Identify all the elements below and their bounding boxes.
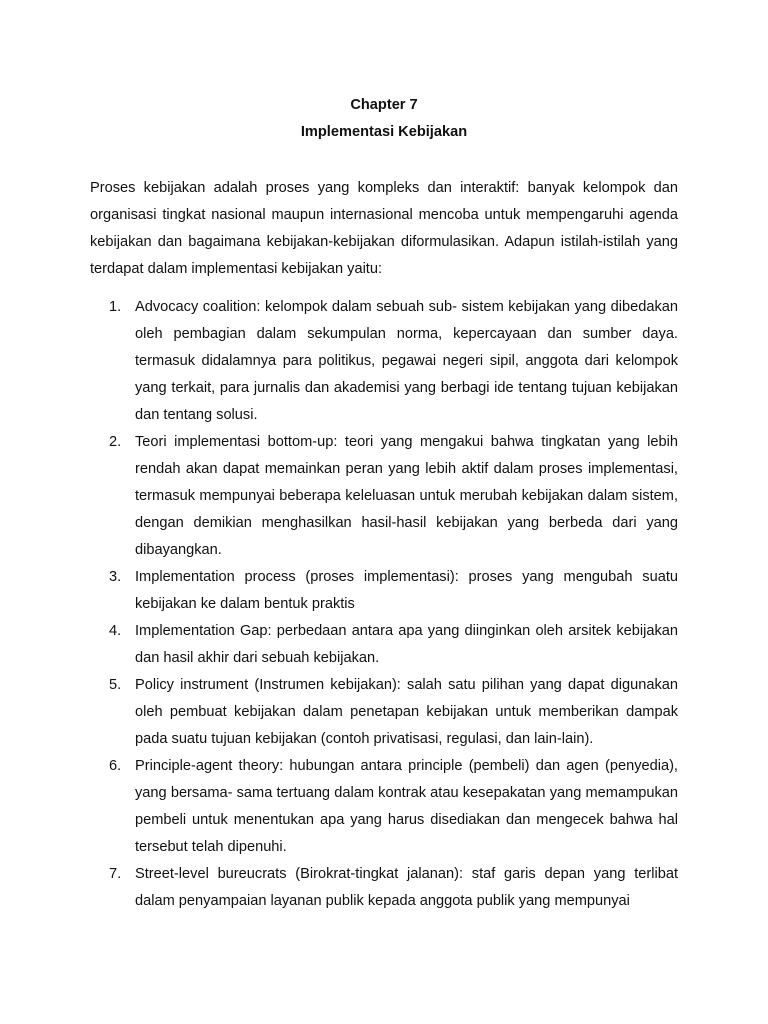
list-item-number: 1.	[109, 299, 122, 315]
list-item-text: Advocacy coalition: kelompok dalam sebuah sub- sistem kebijakan yang dibedakan oleh pembagian dalam sekumpulan norma, kepercayaan dan sumber daya. termasuk didalamnya para politikus, pegawai negeri sipil, anggota dari kelompok yang terkait, para jurnalis dan akademisi yang berbagi ide tentang tujuan kebijakan dan tentang solusi.	[135, 299, 678, 423]
list-item-number: 7.	[109, 866, 122, 882]
list-item	[90, 564, 678, 618]
chapter-title: Implementasi Kebijakan	[300, 124, 468, 140]
list-item-number: 5.	[109, 677, 122, 693]
list-item-text: Implementation Gap: perbedaan antara apa yang diinginkan oleh arsitek kebijakan dan hasil akhir dari sebuah kebijakan.	[135, 623, 678, 666]
list-item	[90, 672, 678, 753]
list-item	[90, 861, 678, 915]
list-item	[90, 294, 678, 429]
list-item-text: Implementation process (proses implementasi): proses yang mengubah suatu kebijakan ke dalam bentuk praktis	[135, 569, 678, 612]
list-item-number: 6.	[109, 758, 122, 774]
list-item-text: Street-level bureucrats (Birokrat-tingkat jalanan): staf garis depan yang terlibat dalam penyampaian layanan publik kepada anggota publik yang mempunyai	[135, 866, 678, 909]
list-item	[90, 618, 678, 672]
list-item-number: 3.	[109, 569, 122, 585]
list-item-text: Principle-agent theory: hubungan antara principle (pembeli) dan agen (penyedia), yang bersama- sama tertuang dalam kontrak atau kesepakatan yang memampukan pembeli untuk menentukan apa yang harus disediakan dan mengecek bahwa hal tersebut telah dipenuhi.	[135, 758, 678, 855]
chapter-heading: Chapter 7	[350, 97, 418, 113]
list-item	[90, 753, 678, 861]
list-item	[90, 429, 678, 564]
list-item-text: Teori implementasi bottom-up: teori yang mengakui bahwa tingkatan yang lebih rendah akan dapat memainkan peran yang lebih aktif dalam proses implementasi, termasuk mempunyai beberapa keleluasan untuk merubah kebijakan dalam sistem, dengan demikian menghasilkan hasil-hasil kebijakan yang berbeda dari yang dibayangkan.	[135, 434, 678, 558]
terms-list	[90, 294, 678, 915]
list-item-number: 2.	[109, 434, 122, 450]
intro-paragraph: Proses kebijakan adalah proses yang kompleks dan interaktif: banyak kelompok dan organisasi tingkat nasional maupun internasional mencoba untuk mempengaruhi agenda kebijakan dan bagaimana kebijakan-kebijakan diformulasikan. Adapun istilah-istilah yang terdapat dalam implementasi kebijakan yaitu:	[90, 180, 678, 277]
list-item-number: 4.	[109, 623, 122, 639]
list-item-text: Policy instrument (Instrumen kebijakan): salah satu pilihan yang dapat digunakan oleh pembuat kebijakan dalam penetapan kebijakan untuk memberikan dampak pada suatu tujuan kebijakan (contoh privatisasi, regulasi, dan lain-lain).	[135, 677, 678, 747]
